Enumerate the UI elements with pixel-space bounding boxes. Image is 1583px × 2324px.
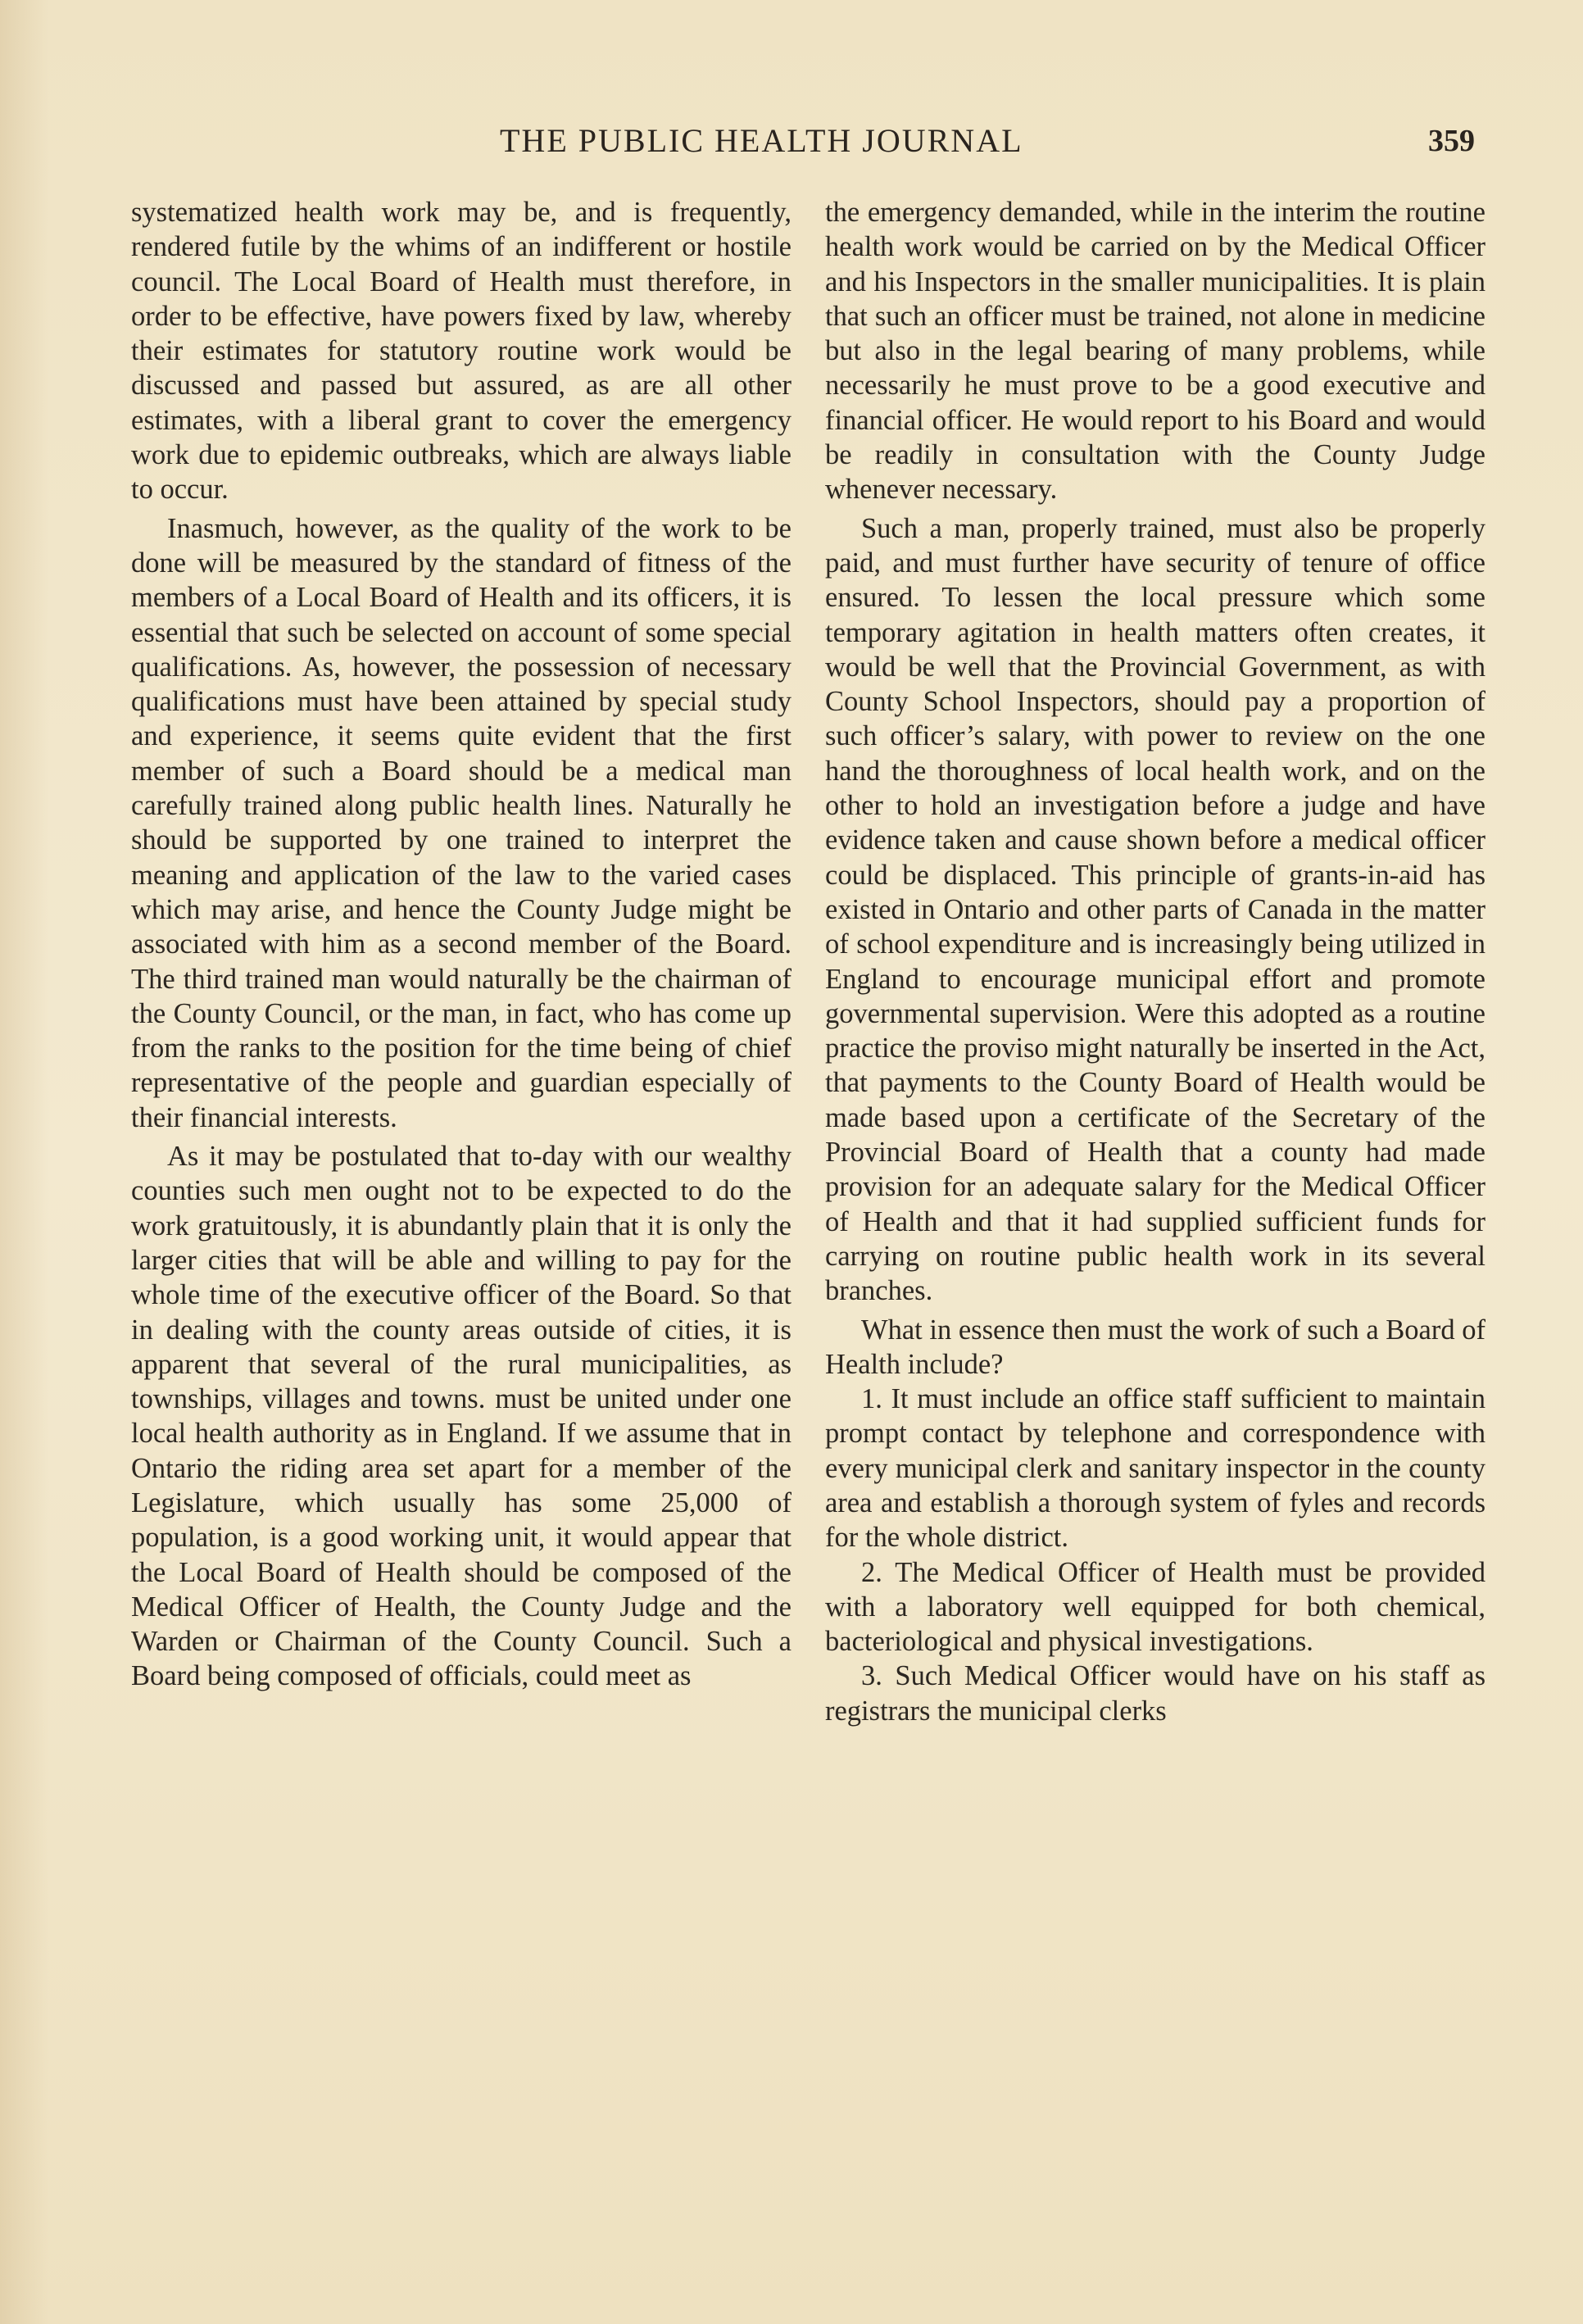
paragraph: systematized health work may be, and is frequently, rendered futile by the whims of an indifferent or hostile council. The Local Board of Health must therefore, in order to be effective, have powers fixed by law, whereby their estimates for statutory routine work would be discussed and passed but assured, as are all other estimates, with a liberal grant to cover the emergency work due to epidemic outbreaks, which are always liable to occur.: [131, 197, 792, 506]
right-column: [825, 195, 1485, 1728]
paragraph: the emergency demanded, while in the interim the routine health work would be carried on by the Medical Officer and his Inspectors in the smaller municipalities. It is plain that such an officer must be trained, not alone in medicine but also in the legal bearing of many problems, while necessarily he must prove to be a good executive and financial officer. He would report to his Board and would be readily in consultation with the County Judge whenever necessary.: [825, 197, 1485, 506]
paragraph: Inasmuch, however, as the quality of the work to be done will be measured by the standard of fitness of the members of a Local Board of Health and its officers, it is essential that such be selected on account of some special qualifications. As, however, the possession of necessary qualifications must have been attained by special study and experience, it seems quite evident that the first member of such a Board should be a medical man carefully trained along public health lines. Naturally he should be supported by one trained to interpret the meaning and application of the law to the varied cases which may arise, and hence the County Judge might be associated with him as a second member of the Board. The third trained man would naturally be the chairman of the County Council, or the man, in fact, who has come up from the ranks to the position for the time being of chief representative of the people and guardian especially of their financial interests.: [131, 512, 792, 1133]
paragraph: Such a man, properly trained, must also be properly paid, and must further have security of tenure of office ensured. To lessen the local pressure which some temporary agitation in health matters often creates, it would be well that the Provincial Government, as with County School Inspectors, should pay a proportion of such officer’s salary, with power to review on the one hand the thoroughness of local health work, and on the other to hold an investigation before a judge and have evidence taken and cause shown before a medical officer could be displaced. This principle of grants-in-aid has existed in Ontario and other parts of Canada in the matter of school expenditure and is increasingly being utilized in England to encourage municipal effort and promote governmental supervision. Were this adopted as a routine practice the proviso might naturally be inserted in the Act, that payments to the County Board of Health would be made based upon a certificate of the Secretary of the Provincial Board of Health that a county had made provision for an adequate salary for the Medical Officer of Health and that it had supplied sufficient funds for carrying on routine public health work in its several branches.: [825, 512, 1485, 1307]
numbered-paragraph: 3. Such Medical Officer would have on his staff as registrars the municipal clerks: [825, 1660, 1485, 1727]
paragraph: What in essence then must the work of such a Board of Health include?: [825, 1314, 1485, 1380]
page-number: 359: [1428, 124, 1475, 158]
page-header: [131, 121, 1491, 164]
running-title: THE PUBLIC HEALTH JOURNAL: [500, 122, 1023, 159]
left-column: [131, 195, 792, 1694]
numbered-paragraph: 1. It must include an office staff sufficient to maintain prompt contact by telephone and correspondence with every municipal clerk and sanitary inspector in the county area and establish a thorough system of fyles and records for the whole district.: [825, 1383, 1485, 1554]
paragraph: As it may be postulated that to-day with our wealthy counties such men ought not to be expected to do the work gratuitously, it is abundantly plain that it is only the larger cities that will be able and willing to pay for the whole time of the executive officer of the Board. So that in dealing with the county areas outside of cities, it is apparent that several of the rural municipalities, as townships, villages and towns. must be united under one local health authority as in England. If we assume that in Ontario the riding area set apart for a member of the Legislature, which usually has some 25,000 of population, is a good working unit, it would appear that the Local Board of Health should be composed of the Medical Officer of Health, the County Judge and the Warden or Chairman of the County Council. Such a Board being composed of officials, could meet as: [131, 1141, 792, 1692]
numbered-paragraph: 2. The Medical Officer of Health must be provided with a laboratory well equipped for both chemical, bacteriological and physical investigations.: [825, 1556, 1485, 1658]
